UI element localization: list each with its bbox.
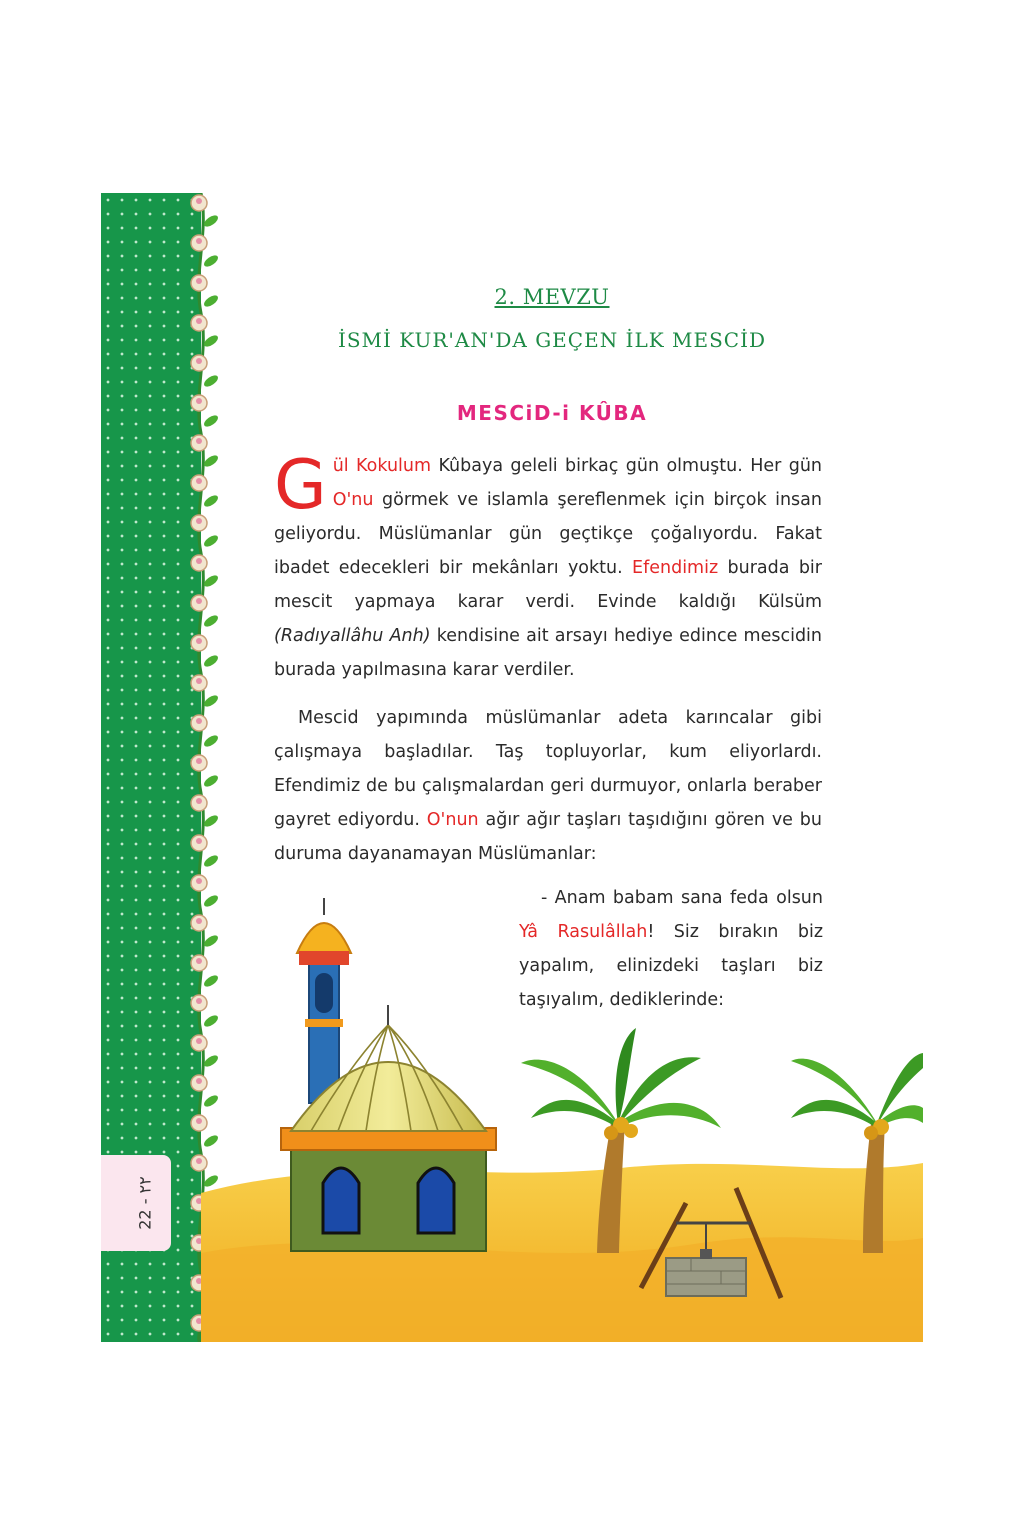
lesson-subtitle: İSMİ KUR'AN'DA GEÇEN İLK MESCİD <box>337 328 767 352</box>
section-title: MESCiD-i KÛBA <box>456 401 648 425</box>
highlight-onun: O'nun <box>426 810 479 830</box>
text-run: - Anam babam sana feda olsun <box>541 888 823 908</box>
text-run: ! Siz bırakın biz yapalım, elinizdeki taşları biz taşıyalım, dediklerinde: <box>519 922 824 1010</box>
highlight-name: ül Kokulum <box>332 456 432 476</box>
highlight-rasulallah: Yâ Rasulâllah <box>519 922 648 942</box>
text-run: ağır ağır taşları taşıdığını gören ve bu duruma dayanamayan Müslümanlar: <box>274 810 822 864</box>
book-page <box>101 193 923 1342</box>
italic-radiyallahu: (Radıyallâhu Anh) <box>274 626 431 646</box>
text-run: görmek ve islamla şereflenmek için birçok insan geliyordu. Müslümanlar gün geçtikçe çoğalıyordu. Fakat ibadet edecekleri bir mekânları yoktu. <box>274 490 822 578</box>
highlight-efendimiz: Efendimiz <box>632 558 719 578</box>
drop-cap: G <box>274 446 327 525</box>
paragraph-2 <box>274 701 822 871</box>
page-number: 22 - ٢٢ <box>135 1176 155 1230</box>
text-run: kendisine ait arsayı hediye edince mescidin burada yapılmasına karar verdiler. <box>274 626 823 680</box>
paragraph-1 <box>274 446 823 687</box>
text-run: burada bir mescit yapmaya karar verdi. Evinde kaldığı Külsüm <box>274 558 822 612</box>
minaret <box>297 898 351 1103</box>
text-run: Kûbaya geleli birkaç gün olmuştu. Her gün <box>431 456 822 476</box>
text-run: Mescid yapımında müslümanlar adeta karıncalar gibi çalışmaya başladılar. Taş topluyorlar, kum eliyorlardı. Efendimiz de bu çalışmalardan geri durmuyor, onlarla beraber gayret ediyordu. <box>274 708 822 830</box>
lesson-number: 2. MEVZU <box>494 285 610 309</box>
paragraph-3 <box>519 881 823 1017</box>
highlight-onu: O'nu <box>332 490 374 510</box>
